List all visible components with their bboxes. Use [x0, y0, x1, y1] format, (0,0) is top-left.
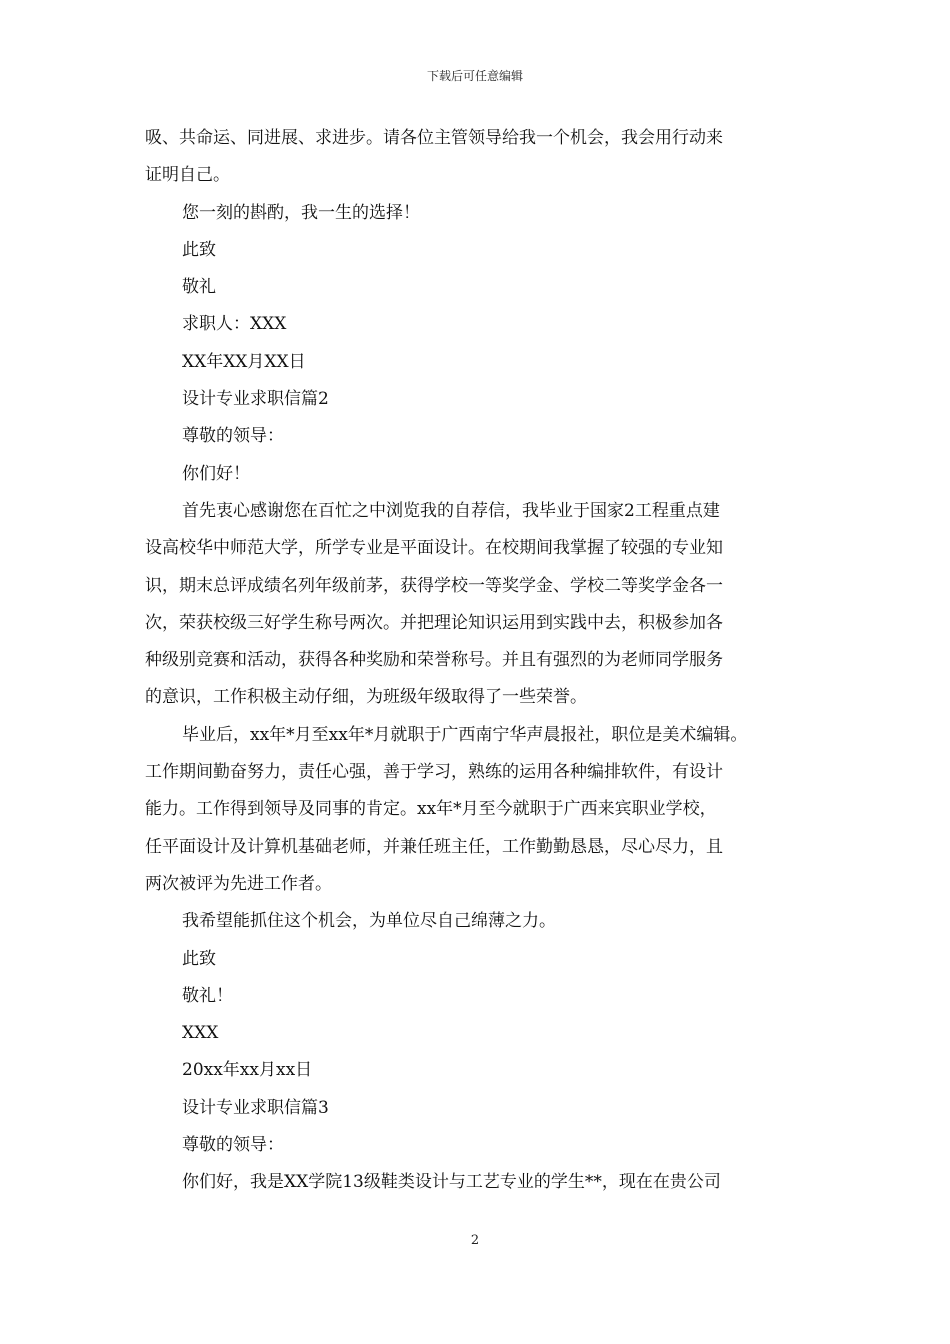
text-line: 设高校华中师范大学，所学专业是平面设计。在校期间我掌握了较强的专业知	[145, 538, 723, 559]
text-line: 识，期末总评成绩名列年级前茅，获得学校一等奖学金、学校二等奖学金各一	[145, 575, 723, 596]
text-line: 我希望能抓住这个机会，为单位尽自己绵薄之力。	[182, 911, 556, 932]
text-line: 求职人：XXX	[182, 314, 287, 335]
text-line: 敬礼！	[182, 985, 233, 1006]
text-line: 此致	[182, 948, 216, 969]
text-line: 你们好，我是XX学院13级鞋类设计与工艺专业的学生**，现在在贵公司	[182, 1172, 721, 1193]
text-line: 毕业后，xx年*月至xx年*月就职于广西南宁华声晨报社，职位是美术编辑。	[182, 724, 748, 745]
section-title: 设计专业求职信篇2	[182, 389, 329, 410]
text-line: 证明自己。	[145, 165, 230, 186]
text-line: 此致	[182, 239, 216, 260]
page-number: 2	[470, 1233, 480, 1248]
text-line: 敬礼	[182, 277, 216, 298]
text-line: 你们好！	[182, 463, 250, 484]
text-line: 您一刻的斟酌，我一生的选择！	[182, 202, 420, 223]
text-line: 能力。工作得到领导及同事的肯定。xx年*月至今就职于广西来宾职业学校，	[145, 799, 717, 820]
text-line: 两次被评为先进工作者。	[145, 873, 332, 894]
section-title: 设计专业求职信篇3	[182, 1097, 329, 1118]
document-body	[145, 120, 815, 1202]
text-line: 工作期间勤奋努力，责任心强，善于学习，熟练的运用各种编排软件，有设计	[145, 762, 723, 783]
text-line: XX年XX月XX日	[182, 351, 306, 372]
text-line: 尊敬的领导：	[182, 1135, 284, 1156]
text-line: 任平面设计及计算机基础老师，并兼任班主任，工作勤勤恳恳，尽心尽力，且	[145, 836, 723, 857]
text-line: XXX	[182, 1023, 219, 1044]
text-line: 尊敬的领导：	[182, 426, 284, 447]
text-line: 20xx年xx月xx日	[182, 1060, 313, 1081]
text-line: 次，荣获校级三好学生称号两次。并把理论知识运用到实践中去，积极参加各	[145, 612, 723, 633]
text-line: 首先衷心感谢您在百忙之中浏览我的自荐信，我毕业于国家2工程重点建	[182, 500, 720, 521]
text-line: 的意识，工作积极主动仔细，为班级年级取得了一些荣誉。	[145, 687, 587, 708]
text-line: 种级别竞赛和活动，获得各种奖励和荣誉称号。并且有强烈的为老师同学服务	[145, 650, 723, 671]
header-note: 下载后可任意编辑	[426, 69, 523, 83]
text-line: 吸、共命运、同进展、求进步。请各位主管领导给我一个机会，我会用行动来	[145, 128, 723, 148]
